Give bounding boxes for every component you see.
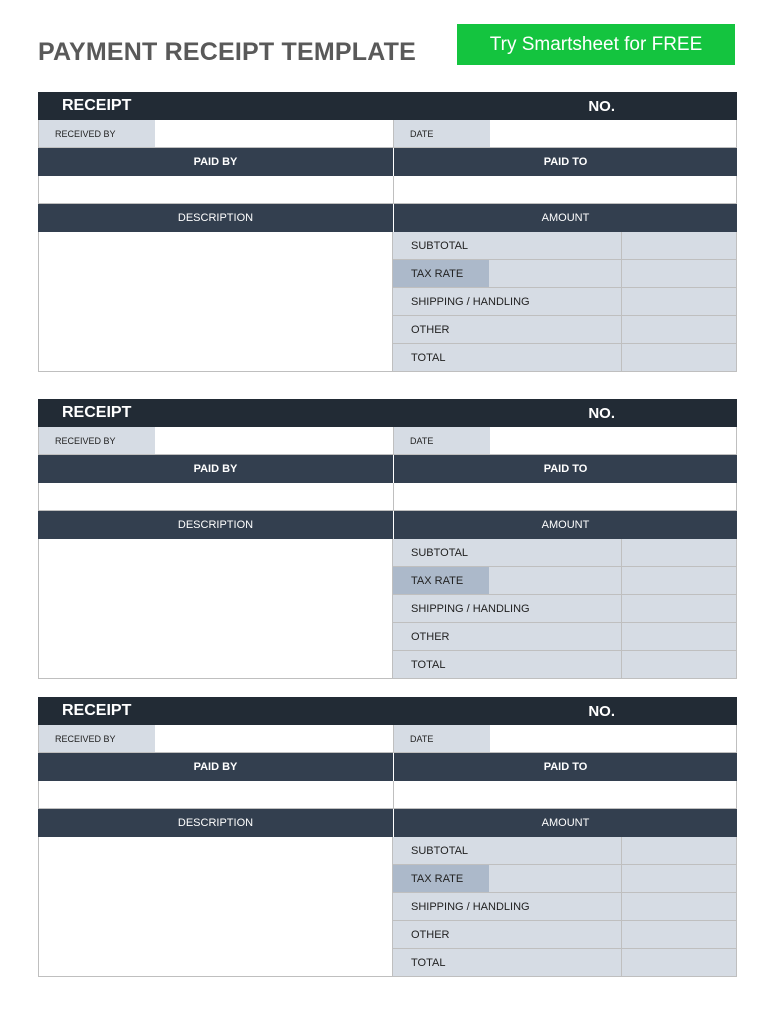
other-row xyxy=(393,623,737,651)
total-field[interactable] xyxy=(622,651,737,679)
description-header: DESCRIPTION xyxy=(38,809,393,837)
receipt-title: RECEIPT xyxy=(62,404,132,421)
other-field[interactable] xyxy=(622,316,737,344)
paid-to-field[interactable] xyxy=(393,781,737,809)
date-field[interactable] xyxy=(490,427,737,455)
paid-to-header: PAID TO xyxy=(393,148,737,176)
shipping-field[interactable] xyxy=(622,288,737,316)
receipt-title: RECEIPT xyxy=(62,97,132,114)
receipt-header xyxy=(38,697,737,725)
paid-to-header: PAID TO xyxy=(393,753,737,781)
other-row xyxy=(393,921,737,949)
received-date-row xyxy=(38,427,737,455)
shipping-row xyxy=(393,595,737,623)
receipt-block xyxy=(38,92,737,372)
tax-row xyxy=(393,865,737,893)
paid-to-field[interactable] xyxy=(393,483,737,511)
tax-amount-field[interactable] xyxy=(622,260,737,288)
receipt-block xyxy=(38,697,737,977)
paid-by-field[interactable] xyxy=(38,176,393,204)
desc-amount-header-row xyxy=(38,511,737,539)
paid-header-row xyxy=(38,753,737,781)
receipt-header xyxy=(38,399,737,427)
description-header: DESCRIPTION xyxy=(38,511,393,539)
tax-rate-label: TAX RATE xyxy=(393,865,489,892)
total-label: TOTAL xyxy=(393,651,622,679)
subtotal-field[interactable] xyxy=(622,232,737,260)
tax-rate-cell xyxy=(393,260,622,288)
paid-by-header: PAID BY xyxy=(38,455,393,483)
receipt-number-label: NO. xyxy=(588,97,615,115)
total-row xyxy=(393,651,737,679)
other-label: OTHER xyxy=(393,316,622,344)
amount-header: AMOUNT xyxy=(393,204,737,232)
shipping-field[interactable] xyxy=(622,893,737,921)
other-label: OTHER xyxy=(393,623,622,651)
total-label: TOTAL xyxy=(393,344,622,372)
paid-fields-row xyxy=(38,483,737,511)
shipping-field[interactable] xyxy=(622,595,737,623)
shipping-label: SHIPPING / HANDLING xyxy=(393,288,622,316)
paid-to-header: PAID TO xyxy=(393,455,737,483)
subtotal-field[interactable] xyxy=(622,539,737,567)
paid-header-row xyxy=(38,455,737,483)
paid-header-row xyxy=(38,148,737,176)
received-date-row xyxy=(38,725,737,753)
shipping-label: SHIPPING / HANDLING xyxy=(393,595,622,623)
paid-by-header: PAID BY xyxy=(38,148,393,176)
receipt-header xyxy=(38,92,737,120)
total-row xyxy=(393,949,737,977)
subtotal-label: SUBTOTAL xyxy=(393,837,622,865)
page-title: PAYMENT RECEIPT TEMPLATE xyxy=(38,38,416,66)
received-by-field[interactable] xyxy=(155,725,393,753)
receipt-number-label: NO. xyxy=(588,404,615,422)
tax-rate-cell xyxy=(393,567,622,595)
shipping-row xyxy=(393,288,737,316)
tax-rate-cell xyxy=(393,865,622,893)
date-label: DATE xyxy=(393,725,490,753)
other-row xyxy=(393,316,737,344)
received-by-field[interactable] xyxy=(155,427,393,455)
paid-to-field[interactable] xyxy=(393,176,737,204)
tax-rate-label: TAX RATE xyxy=(393,260,489,287)
paid-fields-row xyxy=(38,781,737,809)
paid-by-header: PAID BY xyxy=(38,753,393,781)
tax-rate-field[interactable] xyxy=(489,260,621,287)
subtotal-row xyxy=(393,232,737,260)
receipt-title: RECEIPT xyxy=(62,702,132,719)
shipping-row xyxy=(393,893,737,921)
date-field[interactable] xyxy=(490,120,737,148)
amount-header: AMOUNT xyxy=(393,511,737,539)
tax-rate-label: TAX RATE xyxy=(393,567,489,594)
tax-row xyxy=(393,567,737,595)
other-field[interactable] xyxy=(622,921,737,949)
tax-rate-field[interactable] xyxy=(489,865,621,892)
date-label: DATE xyxy=(393,427,490,455)
total-field[interactable] xyxy=(622,344,737,372)
total-label: TOTAL xyxy=(393,949,622,977)
total-row xyxy=(393,344,737,372)
amount-table xyxy=(393,837,737,977)
date-field[interactable] xyxy=(490,725,737,753)
tax-amount-field[interactable] xyxy=(622,567,737,595)
receipt-number-label: NO. xyxy=(588,702,615,720)
try-smartsheet-button[interactable]: Try Smartsheet for FREE xyxy=(457,24,735,65)
description-header: DESCRIPTION xyxy=(38,204,393,232)
paid-by-field[interactable] xyxy=(38,483,393,511)
subtotal-row xyxy=(393,837,737,865)
desc-amount-header-row xyxy=(38,204,737,232)
total-field[interactable] xyxy=(622,949,737,977)
subtotal-label: SUBTOTAL xyxy=(393,232,622,260)
amount-table xyxy=(393,232,737,372)
other-label: OTHER xyxy=(393,921,622,949)
description-field[interactable] xyxy=(38,837,393,977)
receipt-block xyxy=(38,399,737,679)
date-label: DATE xyxy=(393,120,490,148)
tax-rate-field[interactable] xyxy=(489,567,621,594)
received-by-label: RECEIVED BY xyxy=(38,725,155,753)
description-field[interactable] xyxy=(38,232,393,372)
received-date-row xyxy=(38,120,737,148)
description-field[interactable] xyxy=(38,539,393,679)
shipping-label: SHIPPING / HANDLING xyxy=(393,893,622,921)
subtotal-label: SUBTOTAL xyxy=(393,539,622,567)
tax-row xyxy=(393,260,737,288)
detail-section xyxy=(38,232,737,372)
subtotal-row xyxy=(393,539,737,567)
detail-section xyxy=(38,539,737,679)
paid-fields-row xyxy=(38,176,737,204)
tax-amount-field[interactable] xyxy=(622,865,737,893)
desc-amount-header-row xyxy=(38,809,737,837)
received-by-field[interactable] xyxy=(155,120,393,148)
paid-by-field[interactable] xyxy=(38,781,393,809)
detail-section xyxy=(38,837,737,977)
amount-table xyxy=(393,539,737,679)
other-field[interactable] xyxy=(622,623,737,651)
subtotal-field[interactable] xyxy=(622,837,737,865)
received-by-label: RECEIVED BY xyxy=(38,427,155,455)
amount-header: AMOUNT xyxy=(393,809,737,837)
received-by-label: RECEIVED BY xyxy=(38,120,155,148)
